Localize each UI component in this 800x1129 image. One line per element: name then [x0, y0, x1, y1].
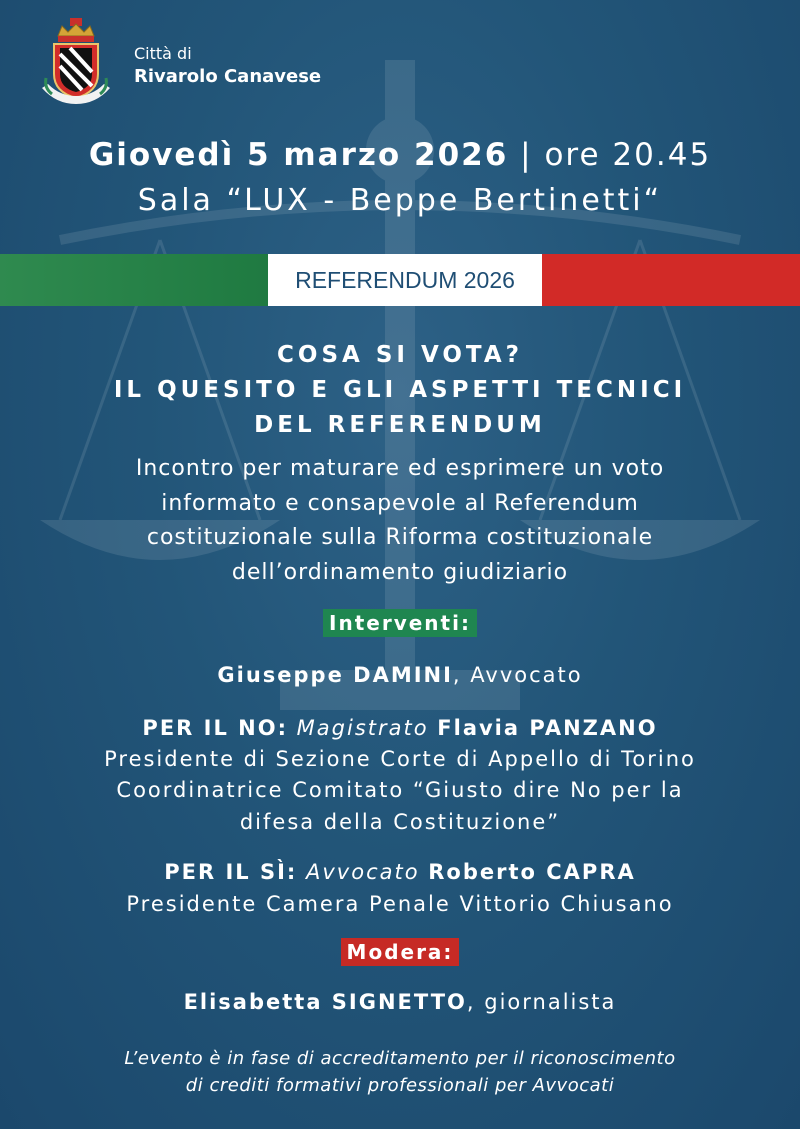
- moderator: [0, 990, 800, 1014]
- yes-title: Avvocato: [306, 860, 420, 884]
- note-line-1: L’evento è in fase di accreditamento per il riconoscimento: [124, 1048, 676, 1069]
- city-name: [134, 44, 321, 88]
- speaker-damini-role: , Avvocato: [452, 663, 583, 687]
- accreditation-note: [0, 1045, 800, 1100]
- event-time: | ore 20.45: [508, 137, 712, 173]
- no-prefix: PER IL NO:: [142, 716, 288, 740]
- speaker-yes: [0, 860, 800, 884]
- event-day: Giovedì 5 marzo 2026: [88, 137, 509, 173]
- speaker-no: [0, 716, 800, 740]
- speaker-no-line-3: Coordinatrice Comitato “Giusto dire No per la: [116, 778, 684, 802]
- header: [40, 18, 321, 108]
- event-description: [0, 452, 800, 590]
- italian-flag-banner: [0, 254, 800, 306]
- no-title: Magistrato: [296, 716, 429, 740]
- title-line-1: COSA SI VOTA?: [277, 342, 523, 368]
- event-date: [0, 137, 800, 173]
- speakers-heading-row: [0, 609, 800, 637]
- speaker-damini-name: Giuseppe DAMINI: [217, 663, 453, 687]
- moderator-heading-row: [0, 938, 800, 966]
- speakers-heading: Interventi:: [323, 609, 477, 637]
- description-line-4: dell’ordinamento giudiziario: [231, 559, 569, 585]
- moderator-heading: Modera:: [341, 938, 460, 966]
- event-venue: Sala “LUX - Beppe Bertinetti“: [137, 183, 663, 218]
- speaker-damini: [0, 663, 800, 687]
- flag-red-band: [542, 254, 800, 306]
- city-prefix: Città di: [134, 43, 192, 63]
- speaker-no-line-2: Presidente di Sezione Corte di Appello di Torino: [104, 747, 696, 771]
- description-line-2: informato e consapevole al Referendum: [161, 490, 639, 516]
- event-title: [0, 338, 800, 444]
- speaker-yes-line-2: Presidente Camera Penale Vittorio Chiusano: [126, 892, 674, 916]
- title-line-2: IL QUESITO E GLI ASPETTI TECNICI: [113, 377, 687, 404]
- flag-green-band: [0, 254, 268, 306]
- no-name: Flavia PANZANO: [437, 716, 658, 740]
- city-title: Rivarolo Canavese: [134, 65, 322, 87]
- coat-of-arms-icon: [40, 18, 112, 108]
- yes-prefix: PER IL SÌ:: [164, 860, 298, 884]
- banner-label: REFERENDUM 2026: [295, 267, 515, 293]
- description-line-3: costituzionale sulla Riforma costituzionale: [146, 525, 654, 551]
- moderator-name: Elisabetta SIGNETTO: [183, 990, 467, 1014]
- yes-name: Roberto CAPRA: [428, 860, 636, 884]
- speaker-no-line-4: difesa della Costituzione”: [239, 810, 561, 834]
- moderator-role: , giornalista: [466, 990, 617, 1014]
- note-line-2: di crediti formativi professionali per Avvocati: [185, 1075, 615, 1097]
- title-line-3: DEL REFERENDUM: [254, 412, 546, 439]
- description-line-1: Incontro per maturare ed esprimere un voto: [135, 456, 665, 481]
